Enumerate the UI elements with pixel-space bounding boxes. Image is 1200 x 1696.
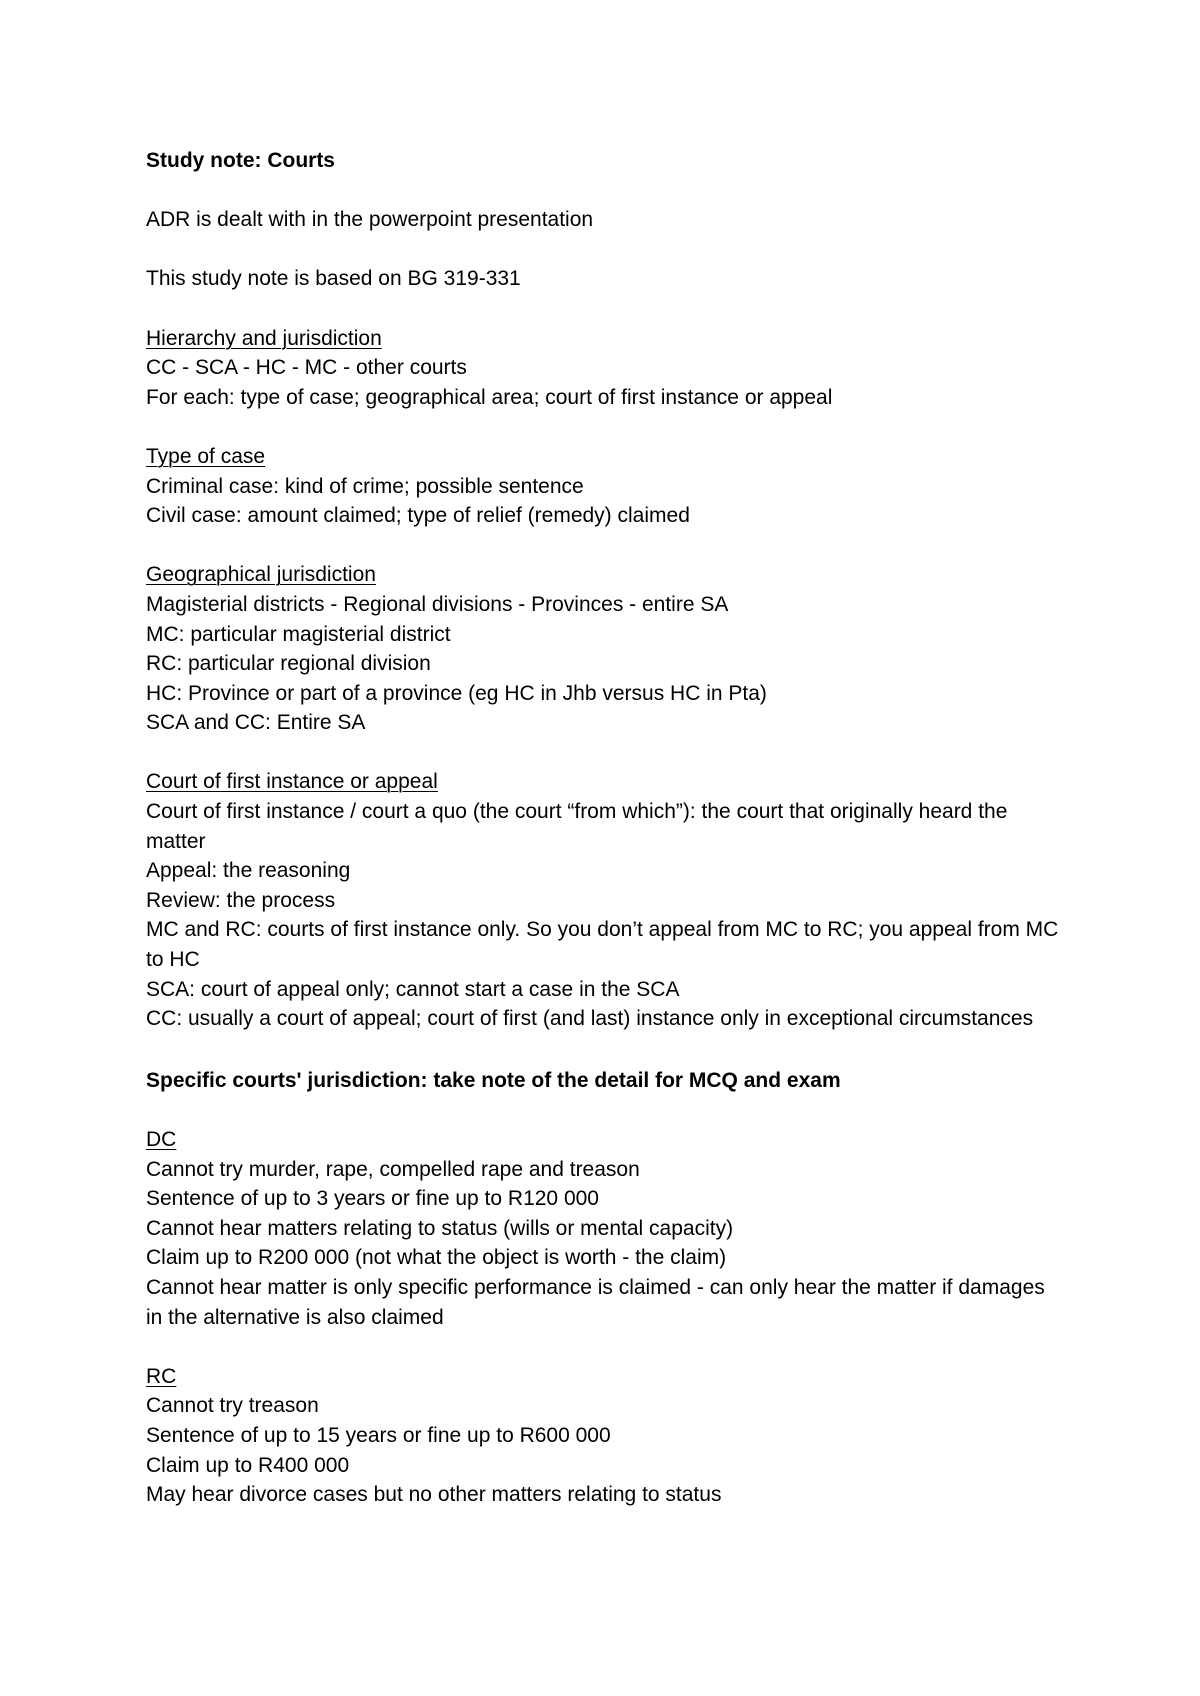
section-heading: Court of first instance or appeal bbox=[146, 770, 438, 794]
section-hierarchy bbox=[146, 324, 1066, 413]
page-title: Study note: Courts bbox=[146, 149, 335, 172]
section-line: CC: usually a court of appeal; court of first (and last) instance only in exceptional circumstances bbox=[146, 1007, 1034, 1031]
court-dc bbox=[146, 1125, 1066, 1332]
section-line: Appeal: the reasoning bbox=[146, 859, 351, 883]
court-line: Claim up to R400 000 bbox=[146, 1453, 350, 1477]
court-line: Sentence of up to 3 years or fine up to R120 000 bbox=[146, 1187, 599, 1211]
section-line: Magisterial districts - Regional divisions - Provinces - entire SA bbox=[146, 592, 729, 616]
court-heading: DC bbox=[146, 1128, 177, 1151]
section-heading: Geographical jurisdiction bbox=[146, 563, 376, 587]
court-line: May hear divorce cases but no other matters relating to status bbox=[146, 1483, 722, 1507]
court-line: Cannot hear matters relating to status (wills or mental capacity) bbox=[146, 1216, 734, 1240]
section-type-of-case bbox=[146, 442, 1066, 531]
court-line: Claim up to R200 000 (not what the object is worth - the claim) bbox=[146, 1246, 727, 1270]
section-line: RC: particular regional division bbox=[146, 652, 431, 676]
intro-line: ADR is dealt with in the powerpoint presentation bbox=[146, 208, 594, 232]
section-geographical bbox=[146, 560, 1066, 738]
section-line: MC and RC: courts of first instance only. So you don’t appeal from MC to RC; you appeal from MC to HC bbox=[146, 918, 1059, 972]
section-line: SCA: court of appeal only; cannot start a case in the SCA bbox=[146, 977, 680, 1001]
section-heading: Type of case bbox=[146, 444, 266, 468]
document-body bbox=[146, 146, 1066, 1510]
court-line: Cannot try murder, rape, compelled rape and treason bbox=[146, 1157, 640, 1181]
section-line: HC: Province or part of a province (eg HC in Jhb versus HC in Pta) bbox=[146, 681, 767, 705]
section-heading: Hierarchy and jurisdiction bbox=[146, 326, 382, 350]
section-line: For each: type of case; geographical area; court of first instance or appeal bbox=[146, 385, 833, 409]
court-line: Sentence of up to 15 years or fine up to R600 000 bbox=[146, 1423, 611, 1447]
section-line: Criminal case: kind of crime; possible sentence bbox=[146, 474, 584, 498]
intro-line: This study note is based on BG 319-331 bbox=[146, 267, 521, 291]
section-line: MC: particular magisterial district bbox=[146, 622, 451, 646]
section-line: Review: the process bbox=[146, 888, 336, 912]
section-line: Civil case: amount claimed; type of relief (remedy) claimed bbox=[146, 504, 690, 528]
section-first-instance-appeal bbox=[146, 767, 1066, 1033]
court-rc bbox=[146, 1362, 1066, 1510]
court-heading: RC bbox=[146, 1364, 177, 1388]
specific-courts-heading: Specific courts' jurisdiction: take note of the detail for MCQ and exam bbox=[146, 1068, 841, 1092]
court-line: Cannot try treason bbox=[146, 1394, 319, 1418]
section-line: SCA and CC: Entire SA bbox=[146, 711, 366, 735]
section-line: Court of first instance / court a quo (the court “from which”): the court that originally heard the matter bbox=[146, 800, 1008, 853]
section-line: CC - SCA - HC - MC - other courts bbox=[146, 356, 467, 380]
court-line: Cannot hear matter is only specific performance is claimed - can only hear the matter if damages in the alternative is also claimed bbox=[146, 1275, 1045, 1329]
